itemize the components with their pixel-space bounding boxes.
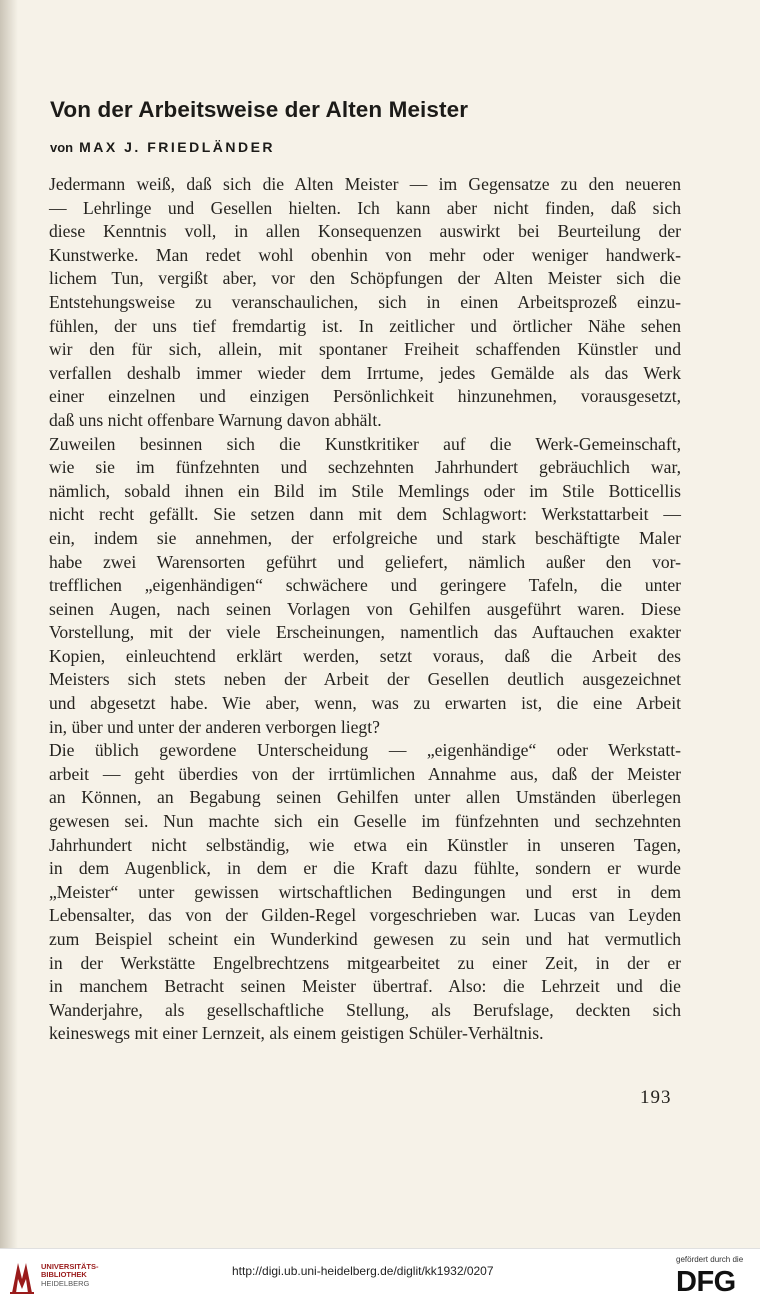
text-line: Meisters sich stets neben der Arbeit der Gesellen deutlich ausgezeichnet	[49, 669, 681, 690]
text-line: in, über und unter der anderen verborgen liegt?	[49, 716, 380, 737]
text-line: in der Werkstätte Engelbrechtzens mitgearbeitet zu einer Zeit, in der er	[49, 952, 681, 973]
text-line: Zuweilen besinnen sich die Kunstkritiker auf die Werk-Gemeinschaft,	[49, 433, 681, 454]
text-line: Kunstwerke. Man redet wohl obenhin von mehr oder weniger handwerk-	[49, 244, 681, 265]
text-line: nicht recht gefällt. Sie setzen dann mit dem Schlagwort: Werkstattarbeit —	[49, 504, 681, 525]
text-line: wie sie im fünfzehnten und sechzehnten Jahrhundert gebräuchlich war,	[49, 457, 681, 478]
text-line: in dem Augenblick, in dem er die Kraft dazu fühlte, sondern er wurde	[49, 858, 681, 879]
text-line: Kopien, einleuchtend erklärt werden, setzt voraus, daß die Arbeit des	[49, 645, 681, 666]
funding-label: gefördert durch die	[676, 1255, 744, 1264]
digitization-footer	[0, 1248, 760, 1304]
byline-prefix: von	[50, 140, 74, 155]
text-line: trefflichen „eigenhändigen“ schwächere und geringere Tafeln, die unter	[49, 575, 681, 596]
text-line: an Können, an Begabung seinen Gehilfen unter allen Umständen überlegen	[49, 787, 681, 808]
institution-name	[41, 1263, 99, 1288]
text-line: Entstehungsweise zu veranschaulichen, sich in einen Arbeitsprozeß einzu-	[49, 291, 681, 312]
dfg-logo-icon[interactable]: DFG	[676, 1266, 736, 1298]
institution-line-1: UNIVERSITÄTS-	[41, 1262, 99, 1271]
text-line: verfallen deshalb immer wieder dem Irrtume, jedes Gemälde als das Werk	[49, 362, 681, 383]
text-line: ein, indem sie annehmen, der erfolgreiche und stark beschäftigte Maler	[49, 527, 681, 548]
heidelberg-university-library-logo-icon[interactable]	[8, 1259, 36, 1295]
text-line: Lebensalter, das von der Gilden-Regel vorgeschrieben war. Lucas van Leyden	[49, 905, 681, 926]
text-line: in manchem Betracht seinen Meister übertraf. Also: die Lehrzeit und die	[49, 976, 681, 997]
text-line: „Meister“ unter gewissen wirtschaftlichen Bedingungen und erst in dem	[49, 881, 681, 902]
text-line: habe zwei Warensorten geführt und geliefert, nämlich außer den vor-	[49, 551, 681, 572]
text-line: lichem Tun, vergißt aber, vor den Schöpfungen der Alten Meister sich die	[49, 268, 681, 289]
text-line: Jahrhundert nicht selbständig, wie etwa ein Künstler in unseren Tagen,	[49, 834, 681, 855]
text-line: Wanderjahre, als gesellschaftliche Stellung, als Berufslage, deckten sich	[49, 999, 681, 1020]
institution-line-2: BIBLIOTHEK	[41, 1270, 87, 1280]
text-line: zum Beispiel scheint ein Wunderkind gewesen zu sein und hat vermutlich	[49, 929, 681, 949]
permalink-url[interactable]: http://digi.ub.uni-heidelberg.de/diglit/kk1932/0207	[232, 1264, 494, 1278]
text-line: arbeit — geht überdies von der irrtümlichen Annahme aus, daß der Meister	[49, 763, 681, 784]
text-line: Vorstellung, mit der viele Erscheinungen, namentlich das Auftauchen exakter	[49, 622, 681, 643]
text-line: diese Kenntnis voll, in allen Konsequenzen auswirkt bei Beurteilung der	[49, 221, 681, 242]
article-body	[49, 173, 681, 1046]
author-name: MAX J. FRIEDLÄNDER	[79, 139, 276, 155]
article-title: Von der Arbeitsweise der Alten Meister	[50, 97, 469, 122]
text-line: nämlich, sobald ihnen ein Bild im Stile Memlings oder im Stile Botticellis	[49, 480, 681, 501]
institution-line-3: HEIDELBERG	[41, 1278, 90, 1288]
text-line: — Lehrlinge und Gesellen hielten. Ich kann aber nicht finden, daß sich	[49, 197, 681, 218]
text-line: Die üblich gewordene Unterscheidung — „eigenhändige“ oder Werkstatt-	[49, 740, 681, 761]
text-line: daß uns nicht offenbare Warnung davon abhält.	[49, 409, 382, 430]
text-line: einer einzelnen und einzigen Persönlichkeit hinzunehmen, vorausgesetzt,	[49, 386, 681, 407]
byline	[50, 139, 275, 155]
text-line: seinen Augen, nach seinen Vorlagen von Gehilfen ausgeführt waren. Diese	[49, 598, 681, 619]
text-line: wir den für sich, allein, mit spontaner Freiheit schaffenden Künstler und	[49, 339, 681, 360]
text-line: keineswegs mit einer Lernzeit, als einem geistigen Schüler-Verhältnis.	[49, 1023, 544, 1044]
page-gutter-shadow	[0, 0, 18, 1248]
text-line: und abgesetzt habe. Wie aber, wenn, was zu erwarten ist, die eine Arbeit	[49, 693, 681, 714]
text-line: Jedermann weiß, daß sich die Alten Meister — im Gegensatze zu den neueren	[49, 174, 681, 194]
text-line: gewesen sei. Nun machte sich ein Geselle im fünfzehnten und sechzehnten	[49, 811, 681, 832]
text-line: fühlen, der uns tief fremdartig ist. In zeitlicher und örtlicher Nähe sehen	[49, 315, 681, 336]
page-number: 193	[640, 1087, 672, 1108]
